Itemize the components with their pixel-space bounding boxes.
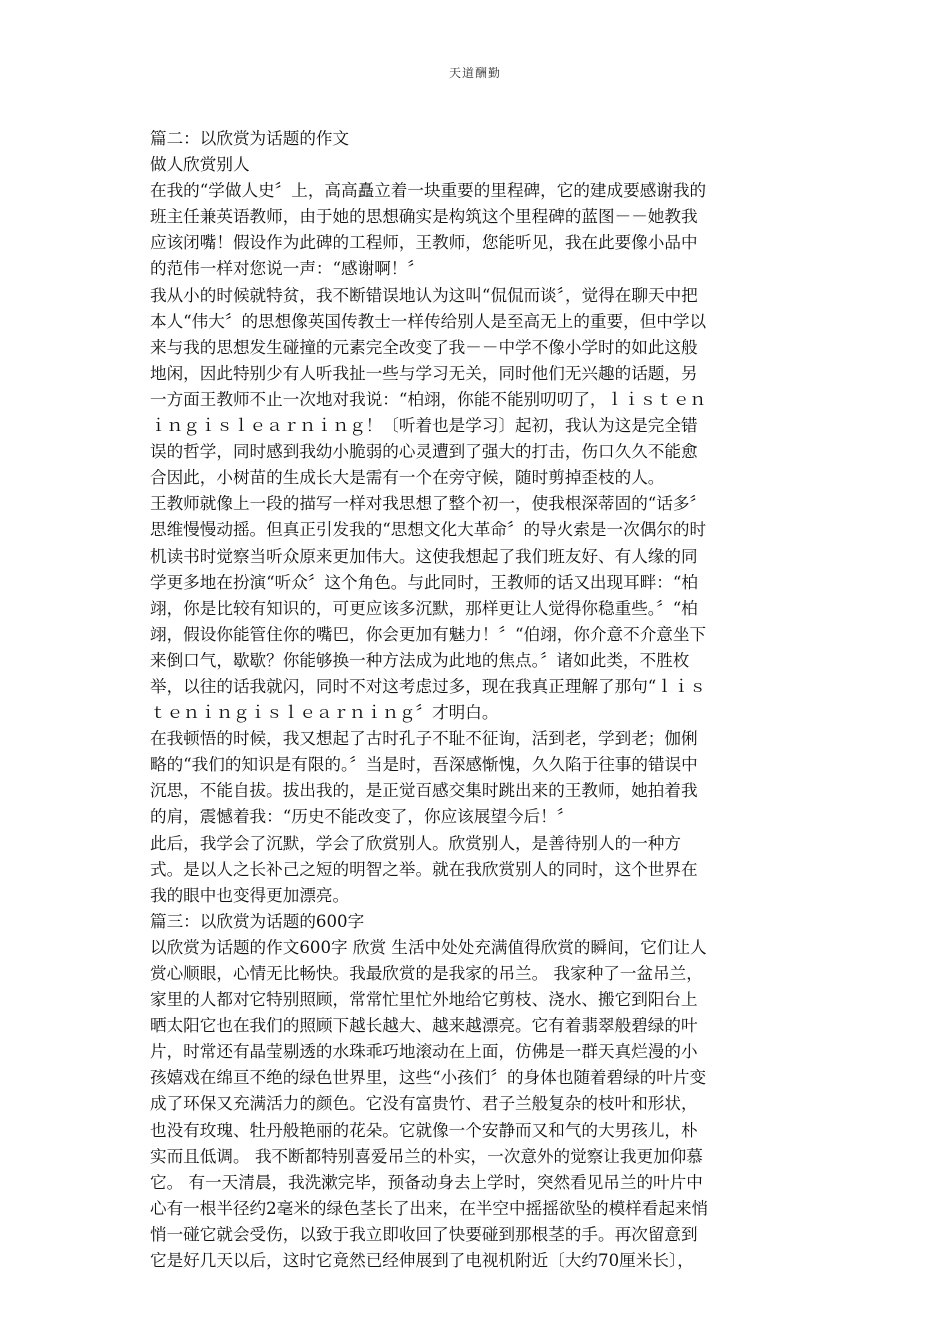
text-line: 应该闭嘴！假设作为此碑的工程师，王教师，您能听见，我在此要像小品中 xyxy=(150,233,698,253)
text-line: 举，以往的话我就闪，同时不对这考虑过多，现在我真正理解了那句“ｌｉｓ xyxy=(150,676,707,696)
text-line: 本人“伟大〞的思想像英国传教士一样传给别人是至高无上的重要，但中学以 xyxy=(150,311,707,331)
text-line: 实而且低调。 我不断都特别喜爱吊兰的朴实，一次意外的觉察让我更加仰慕 xyxy=(150,1146,703,1166)
text-line: 来倒口气，歇歇？你能够换一种方法成为此地的焦点。〞诸如此类，不胜枚 xyxy=(150,650,690,670)
text-line: 来与我的思想发生碰撞的元素完全改变了我－－中学不像小学时的如此这般 xyxy=(150,337,698,357)
text-line: 在我顿悟的时候，我又想起了古时孔子不耻不征询，活到老，学到老；伽俐 xyxy=(150,729,698,749)
text-line: 学更多地在扮演“听众〞这个角色。与此同时，王教师的话又出现耳畔：“柏 xyxy=(150,572,698,592)
text-line: 它是好几天以后，这时它竟然已经伸展到了电视机附近〔大约70厘米长〕， xyxy=(150,1251,694,1271)
text-line: 篇二：以欣赏为话题的作文 xyxy=(150,129,350,148)
text-line: 一方面王教师不止一次地对我说：“柏翊，你能不能别叨叨了，ｌｉｓｔｅｎ xyxy=(150,389,707,409)
text-line: 做人欣赏别人 xyxy=(150,155,250,175)
text-line: 王教师就像上一段的描写一样对我思想了整个初一，使我根深蒂固的“话多〞 xyxy=(150,494,707,514)
text-line: 合因此，小树苗的生成长大是需有一个在旁守候，随时剪掉歪枝的人。 xyxy=(150,468,665,488)
text-line: 赏心顺眼，心情无比畅快。我最欣赏的是我家的吊兰。 我家种了一盆吊兰， xyxy=(150,964,703,983)
text-line: 班主任兼英语教师，由于她的思想确实是构筑这个里程碑的蓝图－－她教我 xyxy=(150,207,698,227)
text-line: 式。是以人之长补己之短的明智之举。就在我欣赏别人的同时，这个世界在 xyxy=(150,859,698,879)
text-line: 晒太阳它也在我们的照顾下越长越大、越来越漂亮。它有着翡翠般碧绿的叶 xyxy=(150,1016,698,1036)
text-line: 在我的“学做人史〞上，高高矗立着一块重要的里程碑，它的建成要感谢我的 xyxy=(150,181,707,201)
text-line: 家里的人都对它特别照顾，常常忙里忙外地给它剪枝、浇水、搬它到阳台上 xyxy=(150,990,698,1010)
text-line: 的肩，震憾着我：“历史不能改变了，你应该展望今后！〞 xyxy=(150,807,574,827)
text-line: 此后，我学会了沉默，学会了欣赏别人。欣赏别人，是善待别人的一种方 xyxy=(150,833,681,853)
text-line: 误的哲学，同时感到我幼小脆弱的心灵遭到了强大的打击，伤口久久不能愈 xyxy=(150,442,698,462)
text-line: 孩嬉戏在绵亘不绝的绿色世界里，这些“小孩们〞的身体也随着碧绿的叶片变 xyxy=(150,1068,707,1088)
text-line: 以欣赏为话题的作文600字 欣赏 生活中处处充满值得欣赏的瞬间，它们让人 xyxy=(150,937,707,957)
document-body xyxy=(150,126,798,1274)
text-line: 也没有玫瑰、牡丹般艳丽的花朵。它就像一个安静而又和气的大男孩儿，朴 xyxy=(150,1120,698,1140)
text-line: 悄一碰它就会受伤，以致于我立即收回了快要碰到那根茎的手。再次留意到 xyxy=(150,1224,698,1244)
text-line: 我从小的时候就特贫，我不断错误地认为这叫“侃侃而谈〞，觉得在聊天中把 xyxy=(150,285,698,305)
text-line: 它。 有一天清晨，我洗漱完毕，预备动身去上学时，突然看见吊兰的叶片中 xyxy=(150,1172,703,1192)
text-line: 心有一根半径约2毫米的绿色茎长了出来，在半空中摇摇欲坠的模样看起来悄 xyxy=(150,1198,709,1218)
text-line: 片，时常还有晶莹剔透的水珠乖巧地滚动在上面，仿佛是一群天真烂漫的小 xyxy=(150,1042,698,1062)
text-line: 翊，假设你能管住你的嘴巴，你会更加有魅力！〞“伯翊，你介意不介意坐下 xyxy=(150,624,707,644)
text-line: 的范伟一样对您说一声：“感谢啊！〞 xyxy=(150,259,424,279)
text-line: 翊，你是比较有知识的，可更应该多沉默，那样更让人觉得你稳重些。〞“柏 xyxy=(150,598,698,618)
text-line: 成了环保又充满活力的颜色。它没有富贵竹、君子兰般复杂的枝叶和形状， xyxy=(150,1094,698,1114)
text-line: 我的眼中也变得更加漂亮。 xyxy=(150,885,350,905)
text-line: ｉｎｇｉｓｌｅａｒｎｉｎｇ！〔听着也是学习〕起初，我认为这是完全错 xyxy=(150,416,698,436)
text-line: 思维慢慢动摇。但真正引发我的“思想文化大革命〞的导火索是一次偶尔的时 xyxy=(150,520,707,540)
text-line: ｔｅｎｉｎｇｉｓｌｅａｒｎｉｎｇ〞才明白。 xyxy=(150,703,499,723)
page-header: 天道酬勤 xyxy=(448,66,501,80)
text-line: 机读书时觉察当听众原来更加伟大。这使我想起了我们班友好、有人缘的同 xyxy=(150,546,698,566)
text-line: 篇三：以欣赏为话题的600字 xyxy=(150,911,365,931)
text-line: 沉思，不能自拔。拔出我的，是正觉百感交集时跳出来的王教师，她拍着我 xyxy=(150,781,698,801)
text-line: 略的“我们的知识是有限的。〞当是时，吾深感惭愧，久久陷于往事的错误中 xyxy=(150,755,698,775)
text-line: 地闲，因此特别少有人听我扯一些与学习无关，同时他们无兴趣的话题，另 xyxy=(150,363,698,383)
